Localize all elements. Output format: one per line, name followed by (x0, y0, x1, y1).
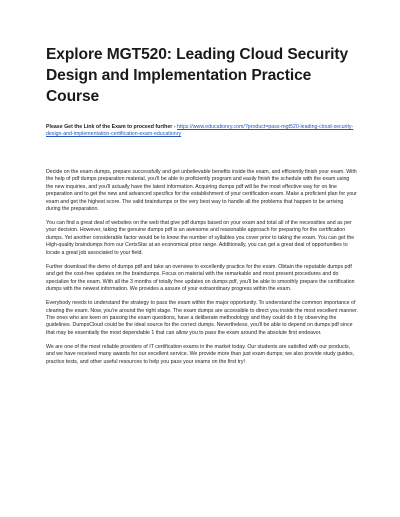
body-paragraph-3: Further download the demo of dumps pdf and take an overview to excellently practice for the exam. Obtain the reputable dumps pdf and get the cost-free updates on the braindumps. Focus on material with the remarkable and most present procedures and do specialize for the exam. With all the 3 months of totally free updates on dumps pdf, you'll be able to smoothly prepare the certification dumps with the newest information. We provides a assure of your extraordinary progress within the exam. (46, 263, 355, 293)
exam-link-lead: Please Get the Link of the Exam to proceed further - (46, 124, 177, 130)
body-paragraph-2: You can find a great deal of websites on the web that give pdf dumps based on your exam and total all of the necessities and as per your decision. However, taking the genuine dumps pdf is an awesome and reasonable approach for preparing for the certification dumps. Yet another considerable factor would be to know the number of syllables you cover prior to taking the exam. You can get the High-quality braindumps from our CertsStar at an economical price range. Additionally, you can get a great deal of opportunities to locate a great job associated to your field. (46, 220, 355, 256)
document-title: Explore MGT520: Leading Cloud Security Design and Implementation Practice Course (46, 46, 349, 105)
document-body (46, 169, 358, 366)
body-paragraph-4: Everybody needs to understand the strategy to pass the exam within the major opportunity. To understand the common importance of clearing the exam. Now, you're around the right stage. The exam dumps are accessible to direct you inside the most excellent manner. The ones who are keen on passing the exam questions, have a deliberate methodology and they could do it by observing the guidelines. DumpsCloud could be the ideal source for the correct dumps. Nevertheless, you'll be able to depend on dumps pdf since that may be essentially the most dependable 1 that can allow you to pass the exam around the absolute first endeavor. (46, 300, 358, 336)
body-paragraph-5: We are one of the most reliable providers of IT certification exams in the market today. Our students are satisfied with our products, and we have received many awards for our excellent service. We provide more than just exam dumps; we also provide study guides, practice tests, and other useful resources to help you pass your exams on the first try! (46, 343, 355, 365)
exam-link[interactable]: https://www.educationry.com/?product=pass-mgt520-leading-cloud-security-design-and-implementation-certification-exam-educationry (46, 124, 354, 138)
exam-link-intro (46, 124, 358, 139)
body-paragraph-1: Decide on the exam dumps, prepare successfully and get unbelievable benefits inside the exam, and efficiently finish your exam. With the help of pdf dumps preparation material, you'll be able to proficiently program and easily finish the schedule with the exam using the new inquiries, and you'll actually have the latest information. Acquiring dumps pdf will be the most effective way for on line preparation and to get the new and advanced specifics for the establishment of your certification exam. Make a proficient plan for your exam and get the highest score. The valid braindumps or the very best way to handle all the problems that happen to be arriving during the preparation. (46, 168, 357, 213)
